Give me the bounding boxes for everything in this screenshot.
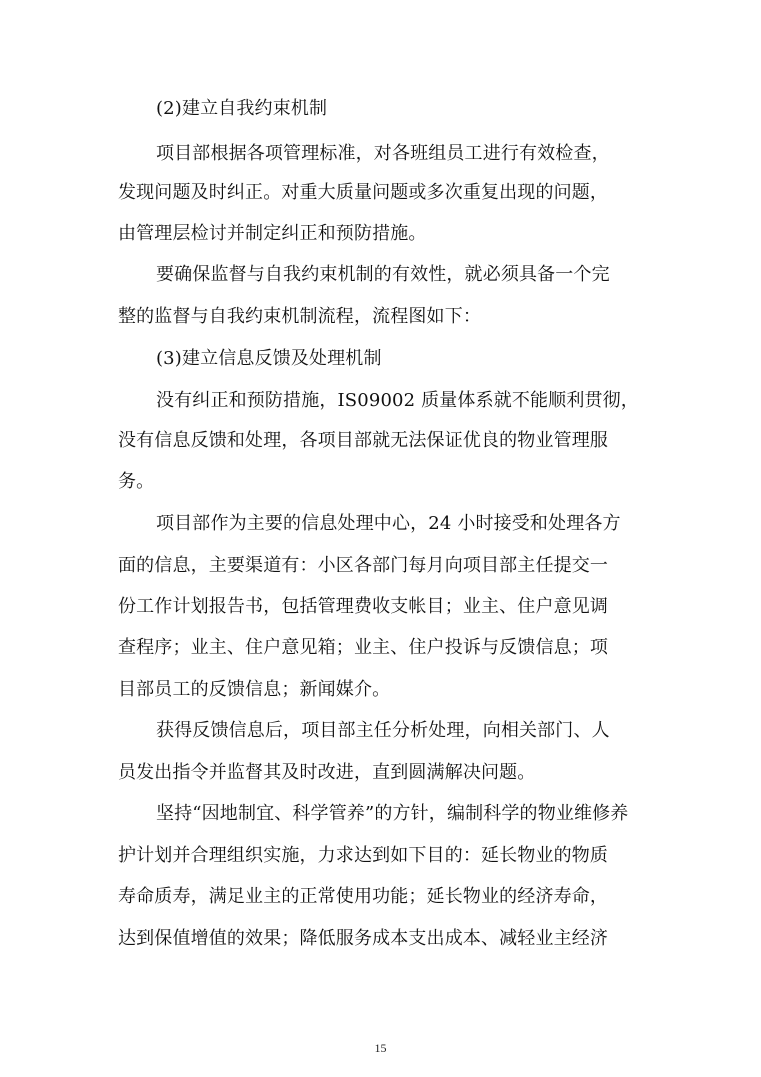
paragraph-line: 获得反馈信息后，项目部主任分析处理，向相关部门、人: [156, 720, 610, 741]
paragraph-line: 坚持“因地制宜、科学管养”的方针，编制科学的物业维修养: [156, 803, 629, 824]
section-heading-self-restraint: (2)建立自我约束机制: [156, 98, 328, 119]
paragraph-line: 要确保监督与自我约束机制的有效性，就必须具备一个完: [156, 264, 610, 285]
paragraph-line: 面的信息，主要渠道有：小区各部门每月向项目部主任提交一: [118, 555, 609, 576]
paragraph-line: 份工作计划报告书，包括管理费收支帐目；业主、住户意见调: [118, 596, 609, 617]
paragraph-line: 达到保值增值的效果；降低服务成本支出成本、减轻业主经济: [118, 928, 609, 949]
paragraph-line: 查程序；业主、住户意见箱；业主、住户投诉与反馈信息；项: [118, 637, 609, 658]
paragraph-line: 务。: [118, 471, 155, 492]
paragraph-line: 目部员工的反馈信息；新闻媒介。: [118, 679, 391, 700]
paragraph-line: 项目部作为主要的信息处理中心，24 小时接受和处理各方: [156, 513, 621, 534]
paragraph-line: 项目部根据各项管理标准，对各班组员工进行有效检查，: [156, 143, 610, 164]
paragraph-line: 员发出指令并监督其及时改进，直到圆满解决问题。: [118, 762, 536, 783]
paragraph-line: 整的监督与自我约束机制流程，流程图如下：: [118, 306, 481, 327]
page-number: 15: [374, 1041, 387, 1055]
section-heading-feedback: (3)建立信息反馈及处理机制: [156, 348, 382, 369]
paragraph-line: 护计划并合理组织实施，力求达到如下目的：延长物业的物质: [118, 845, 609, 866]
paragraph-line: 寿命质寿，满足业主的正常使用功能；延长物业的经济寿命，: [118, 886, 609, 907]
paragraph-line: 没有信息反馈和处理，各项目部就无法保证优良的物业管理服: [118, 430, 609, 451]
paragraph-line: 由管理层检讨并制定纠正和预防措施。: [118, 223, 427, 244]
paragraph-line: 没有纠正和预防措施，IS09002 质量体系就不能顺利贯彻，: [156, 390, 639, 411]
paragraph-line: 发现问题及时纠正。对重大质量问题或多次重复出现的问题，: [118, 182, 609, 203]
